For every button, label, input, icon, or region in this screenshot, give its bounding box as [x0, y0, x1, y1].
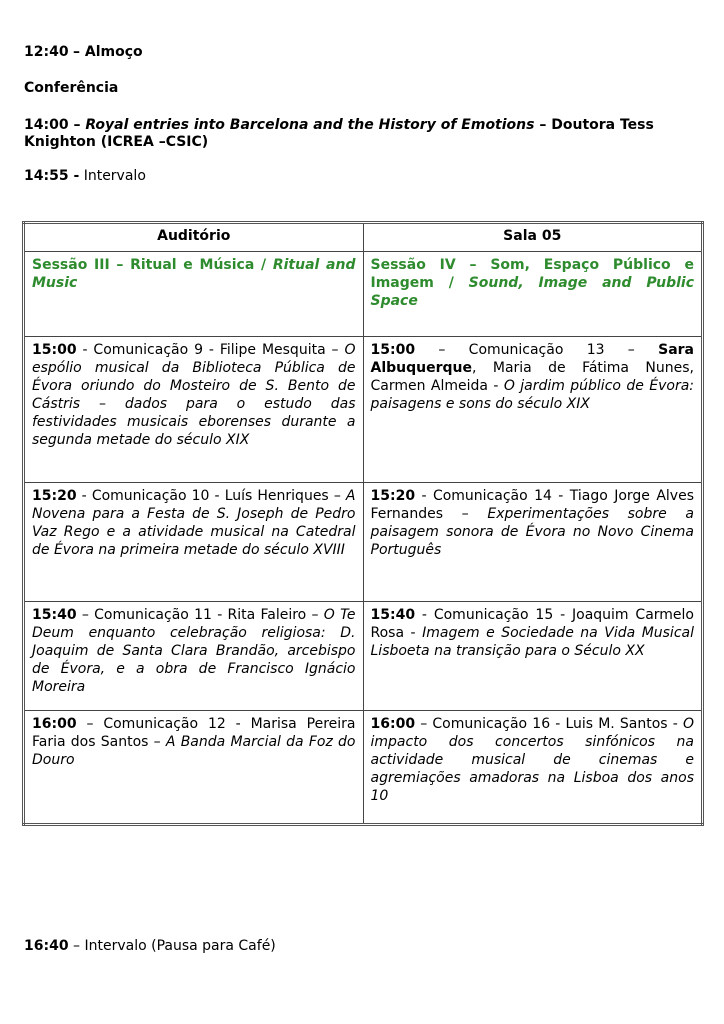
talk-cell — [24, 483, 364, 602]
break-line — [24, 938, 276, 955]
talk-authors: - Comunicação 9 - Filipe Mesquita – — [76, 342, 345, 358]
table-header-row — [24, 223, 703, 252]
talk-title: A Banda Marcial da Foz do Douro — [32, 734, 356, 768]
interval-line — [24, 168, 146, 185]
interval-label: Intervalo — [79, 168, 146, 184]
talk-title: Imagem e Sociedade na Vida Musical Lisboeta na transição para o Século XX — [370, 625, 694, 659]
session-row — [24, 252, 703, 337]
talk-time: 15:00 — [370, 342, 416, 358]
talk-cell — [24, 337, 364, 483]
talk-title: O espólio musical da Biblioteca Pública de Évora oriundo do Mosteiro de S. Bento de Cástris – dados para o estudo das festividades musicais eborenses durante a segunda metade do século XIX — [32, 342, 356, 448]
talk-cell — [24, 602, 364, 711]
talk-time: 15:40 — [32, 607, 77, 623]
break-label: – Intervalo (Pausa para Café) — [68, 938, 276, 954]
talk-title: O Te Deum enquanto celebração religiosa: D. Joaquim de Santa Clara Brandão, arcebispo de Évora, e a obra de Francisco Ignácio Moreira — [32, 607, 356, 695]
talk-authors: - Comunicação 14 - Tiago Jorge Alves Fernandes – — [370, 488, 694, 522]
program-table — [22, 221, 704, 826]
session-iv-subtitle: Sound, Image and Public Space — [370, 275, 694, 309]
break-time: 16:40 — [24, 938, 69, 954]
session-iii — [24, 252, 364, 337]
table-row — [24, 483, 703, 602]
lunch-label: – Almoço — [73, 44, 143, 60]
talk-title: A Novena para a Festa de S. Joseph de Pedro Vaz Rego e a atividade musical na Catedral de Évora na primeira metade do século XVIII — [32, 488, 356, 558]
talk-time: 15:40 — [370, 607, 416, 623]
talk-authors: - Comunicação 10 - Luís Henriques – — [76, 488, 346, 504]
talk-cell — [24, 711, 364, 825]
talk-coauthors: , Maria de Fátima Nunes, Carmen Almeida - — [370, 360, 694, 394]
talk-cell — [363, 483, 703, 602]
talk-authors: - Comunicação 15 - Joaquim Carmelo Rosa - — [370, 607, 694, 641]
talk-title: Experimentações sobre a paisagem sonora de Évora no Novo Cinema Português — [370, 506, 694, 558]
talk-title: O impacto dos concertos sinfónicos na actividade musical de cinemas e agremiações amadoras na Lisboa dos anos 10 — [370, 716, 694, 804]
conference-speaker: – Doutora Tess Knighton (ICREA –CSIC) — [24, 117, 654, 150]
talk-time: 15:20 — [370, 488, 416, 504]
talk-time: 16:00 — [32, 716, 77, 732]
talk-time: 15:00 — [32, 342, 77, 358]
conference-line — [24, 117, 704, 151]
session-iii-subtitle: Ritual and Music — [32, 257, 356, 291]
session-iii-title: Sessão III – Ritual e Música / — [32, 257, 273, 273]
talk-cell — [363, 337, 703, 483]
table-row — [24, 337, 703, 483]
session-iv — [363, 252, 703, 337]
lunch-line — [24, 44, 143, 61]
talk-time: 15:20 — [32, 488, 77, 504]
table-row — [24, 711, 703, 825]
conference-title: Royal entries into Barcelona and the History of Emotions — [85, 117, 535, 133]
talk-authors: – Comunicação 12 - Marisa Pereira Faria dos Santos – — [32, 716, 356, 750]
interval-time: 14:55 - — [24, 168, 80, 184]
talk-authors: – Comunicação 16 - Luis M. Santos - — [415, 716, 683, 732]
talk-authors: – Comunicação 13 – — [415, 342, 659, 358]
column-header-auditorio: Auditório — [24, 223, 364, 252]
talk-authors: – Comunicação 11 - Rita Faleiro – — [76, 607, 324, 623]
talk-title: O jardim público de Évora: paisagens e sons do século XIX — [370, 378, 694, 412]
talk-cell — [363, 711, 703, 825]
column-header-sala: Sala 05 — [363, 223, 703, 252]
talk-cell — [363, 602, 703, 711]
lunch-time: 12:40 — [24, 44, 69, 60]
table-row — [24, 602, 703, 711]
talk-lead-author: Sara Albuquerque — [370, 342, 694, 376]
conference-dash: – — [68, 117, 86, 133]
conference-time: 14:00 — [24, 117, 69, 133]
conference-heading: Conferência — [24, 80, 119, 96]
session-iv-title: Sessão IV – Som, Espaço Público e Imagem / — [370, 257, 694, 291]
talk-time: 16:00 — [370, 716, 416, 732]
